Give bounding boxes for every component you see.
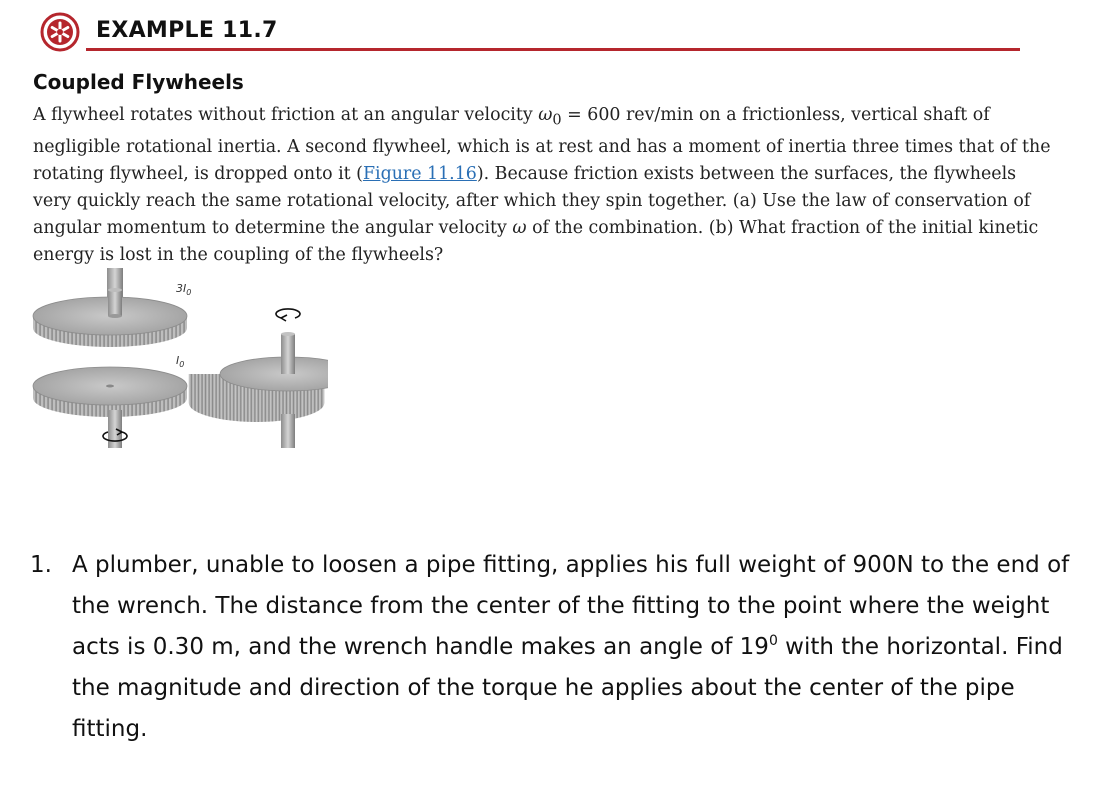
example-subtitle: Coupled Flywheels <box>33 70 244 94</box>
bottom-flywheel-label: $I_0$ <box>176 354 185 369</box>
omega-zero-symbol: ω <box>538 105 553 125</box>
problem-text-end: with the horizontal. Find the magnitude and direction of the torque he applies about the center of the pipe fitting. <box>72 634 1063 742</box>
paragraph-text-3: of the combination. (b) What fraction of the initial kinetic energy is lost in the coupling of the flywheels? <box>33 218 1039 266</box>
problem-text <box>72 545 1072 750</box>
paragraph-text-1: A flywheel rotates without friction at an angular velocity <box>33 105 539 125</box>
problem-text-main: A plumber, unable to loosen a pipe fitting, applies his full weight of 900N to the end of the wrench. The distance from the center of the fitting to the point where the weight acts is 0.30 m, and the wrench handle makes an angle of 19 <box>72 552 1070 660</box>
bottom-flywheel <box>33 367 187 448</box>
asterisk-badge-icon <box>34 12 86 52</box>
example-header <box>32 10 1020 52</box>
problem-number: 1. <box>30 552 52 578</box>
top-flywheel <box>33 268 187 347</box>
rotation-arrow-icon <box>276 309 300 321</box>
example-paragraph <box>33 102 1053 269</box>
paragraph-text-2: ). Because friction exists between the surfaces, the flywheels very quickly reach the same rotational velocity, after which they spin together. (a) Use the law of conservation of angular momentum to determine the angular velocity <box>33 164 1031 239</box>
figure-link[interactable]: Figure 11.16 <box>362 164 477 185</box>
coupled-flywheels <box>189 332 328 448</box>
degree-superscript: 0 <box>768 633 778 649</box>
omega-zero-subscript: 0 <box>552 112 562 129</box>
flywheels-figure <box>28 268 328 458</box>
example-label: EXAMPLE 11.7 <box>96 18 278 43</box>
omega-symbol: ω <box>512 218 527 239</box>
paragraph-equation: = 600 rev/min on a frictionless, vertical shaft of negligible rotational inertia. A second flywheel, which is at rest and has a moment of inertia three times that of the rotating flywheel, is dropped onto it ( <box>33 105 1051 185</box>
header-rule <box>86 48 1020 51</box>
top-flywheel-label: $3I_0$ <box>176 282 192 297</box>
